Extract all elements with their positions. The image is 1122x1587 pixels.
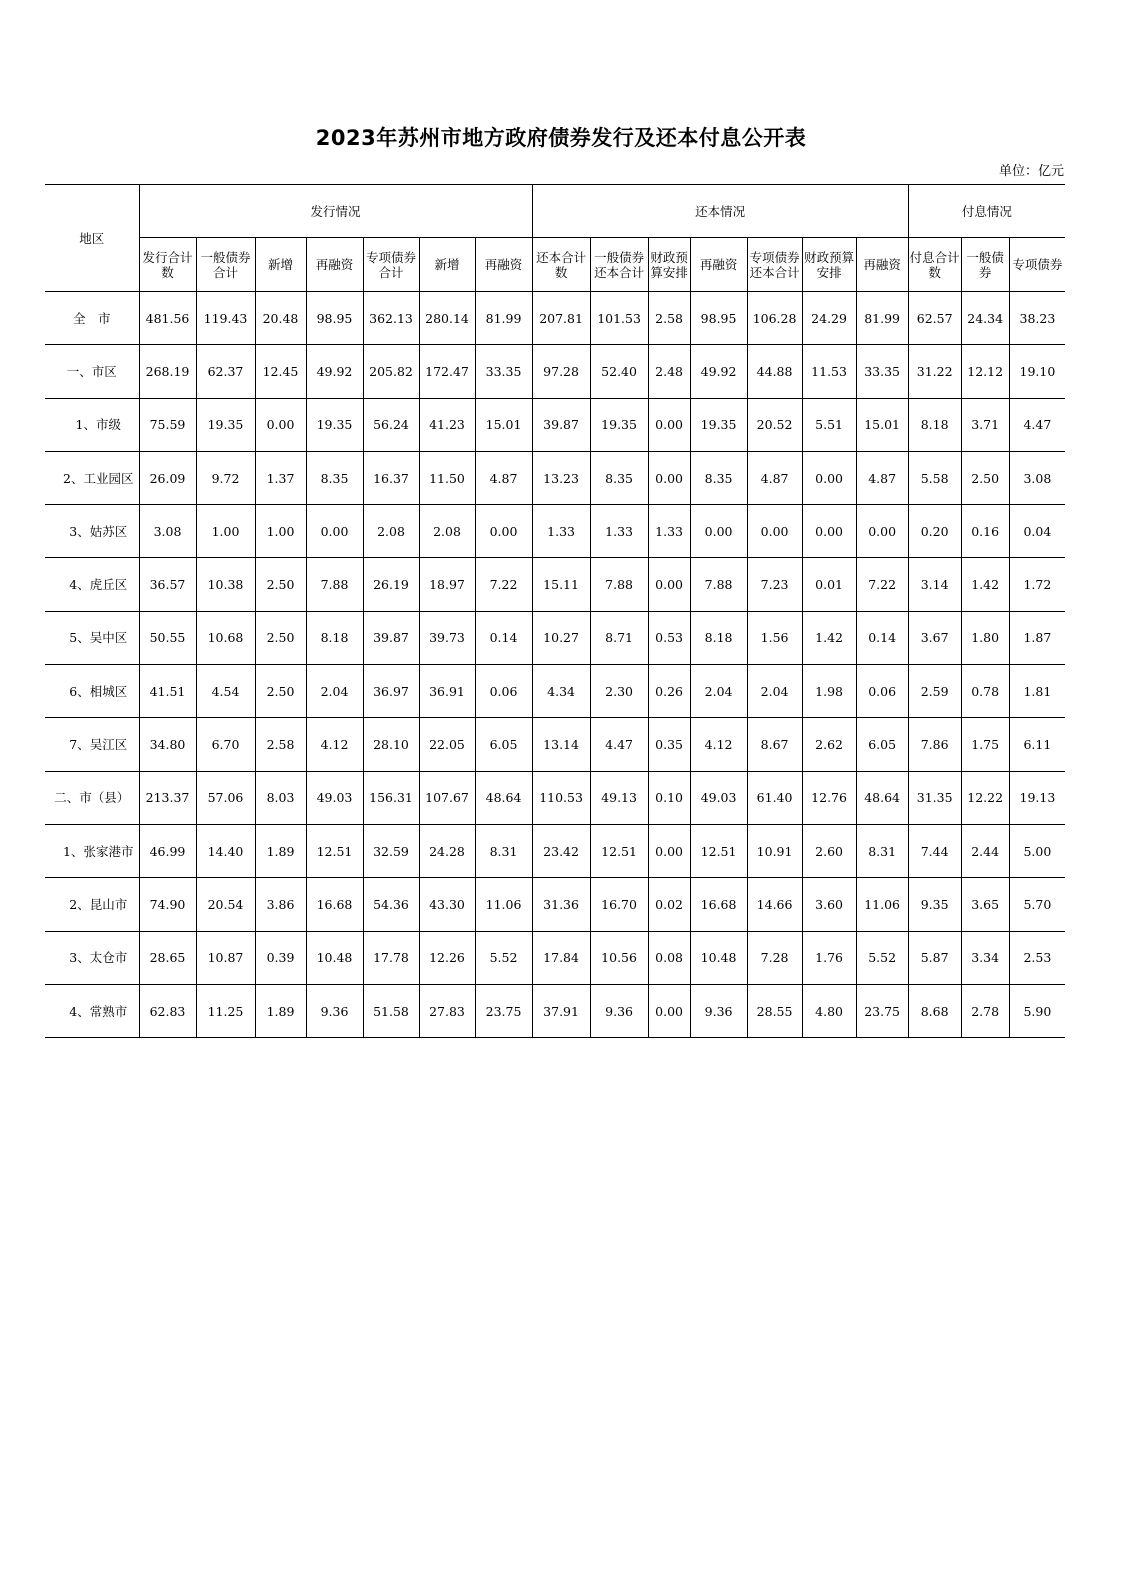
value-cell: 10.56 <box>590 931 648 984</box>
value-cell: 0.00 <box>747 505 802 558</box>
column-header: 发行合计数 <box>139 238 196 292</box>
value-cell: 8.35 <box>306 451 363 504</box>
table-row <box>45 718 1065 771</box>
value-cell: 4.12 <box>690 718 747 771</box>
value-cell: 0.00 <box>648 984 690 1037</box>
value-cell: 31.36 <box>532 878 590 931</box>
value-cell: 17.84 <box>532 931 590 984</box>
debt-table <box>45 184 1065 1038</box>
region-cell: 7、吴江区 <box>45 718 139 771</box>
value-cell: 33.35 <box>475 345 532 398</box>
value-cell: 81.99 <box>856 292 908 345</box>
region-cell: 3、太仓市 <box>45 931 139 984</box>
value-cell: 1.33 <box>532 505 590 558</box>
value-cell: 50.55 <box>139 611 196 664</box>
value-cell: 2.08 <box>363 505 419 558</box>
value-cell: 11.06 <box>856 878 908 931</box>
value-cell: 2.48 <box>648 345 690 398</box>
value-cell: 34.80 <box>139 718 196 771</box>
value-cell: 23.42 <box>532 824 590 877</box>
value-cell: 49.92 <box>306 345 363 398</box>
value-cell: 0.01 <box>802 558 856 611</box>
value-cell: 207.81 <box>532 292 590 345</box>
value-cell: 0.04 <box>1009 505 1065 558</box>
value-cell: 0.53 <box>648 611 690 664</box>
value-cell: 101.53 <box>590 292 648 345</box>
value-cell: 1.87 <box>1009 611 1065 664</box>
value-cell: 16.37 <box>363 451 419 504</box>
table-row <box>45 292 1065 345</box>
value-cell: 106.28 <box>747 292 802 345</box>
value-cell: 6.05 <box>856 718 908 771</box>
value-cell: 2.04 <box>306 665 363 718</box>
value-cell: 2.62 <box>802 718 856 771</box>
value-cell: 4.47 <box>1009 398 1065 451</box>
table-row <box>45 505 1065 558</box>
value-cell: 8.31 <box>856 824 908 877</box>
value-cell: 4.12 <box>306 718 363 771</box>
value-cell: 5.00 <box>1009 824 1065 877</box>
value-cell: 1.56 <box>747 611 802 664</box>
value-cell: 0.06 <box>475 665 532 718</box>
value-cell: 0.20 <box>908 505 961 558</box>
value-cell: 27.83 <box>419 984 475 1037</box>
value-cell: 24.29 <box>802 292 856 345</box>
header-row-groups <box>45 185 1065 238</box>
value-cell: 20.52 <box>747 398 802 451</box>
value-cell: 0.35 <box>648 718 690 771</box>
value-cell: 1.72 <box>1009 558 1065 611</box>
value-cell: 12.51 <box>590 824 648 877</box>
value-cell: 4.47 <box>590 718 648 771</box>
region-cell: 1、张家港市 <box>45 824 139 877</box>
value-cell: 1.76 <box>802 931 856 984</box>
value-cell: 3.14 <box>908 558 961 611</box>
value-cell: 43.30 <box>419 878 475 931</box>
header-group-repayment: 还本情况 <box>532 185 908 238</box>
value-cell: 2.44 <box>961 824 1009 877</box>
header-group-issuance: 发行情况 <box>139 185 532 238</box>
value-cell: 0.00 <box>648 824 690 877</box>
table-row <box>45 558 1065 611</box>
value-cell: 23.75 <box>856 984 908 1037</box>
value-cell: 280.14 <box>419 292 475 345</box>
value-cell: 19.35 <box>196 398 255 451</box>
value-cell: 2.60 <box>802 824 856 877</box>
unit-label: 单位：亿元 <box>998 164 1064 179</box>
value-cell: 1.98 <box>802 665 856 718</box>
value-cell: 8.03 <box>255 771 306 824</box>
column-header: 还本合计数 <box>532 238 590 292</box>
table-row <box>45 878 1065 931</box>
region-cell: 2、工业园区 <box>45 451 139 504</box>
value-cell: 18.97 <box>419 558 475 611</box>
value-cell: 2.53 <box>1009 931 1065 984</box>
value-cell: 0.26 <box>648 665 690 718</box>
value-cell: 38.23 <box>1009 292 1065 345</box>
value-cell: 31.35 <box>908 771 961 824</box>
value-cell: 16.70 <box>590 878 648 931</box>
value-cell: 3.71 <box>961 398 1009 451</box>
region-cell: 一、市区 <box>45 345 139 398</box>
value-cell: 0.00 <box>802 451 856 504</box>
value-cell: 49.03 <box>690 771 747 824</box>
value-cell: 16.68 <box>306 878 363 931</box>
value-cell: 7.22 <box>856 558 908 611</box>
value-cell: 0.00 <box>475 505 532 558</box>
value-cell: 1.42 <box>961 558 1009 611</box>
value-cell: 8.68 <box>908 984 961 1037</box>
column-header: 一般债券合计 <box>196 238 255 292</box>
value-cell: 107.67 <box>419 771 475 824</box>
value-cell: 41.51 <box>139 665 196 718</box>
value-cell: 0.14 <box>856 611 908 664</box>
value-cell: 62.57 <box>908 292 961 345</box>
value-cell: 4.54 <box>196 665 255 718</box>
value-cell: 10.48 <box>306 931 363 984</box>
table-row <box>45 611 1065 664</box>
value-cell: 2.50 <box>255 611 306 664</box>
value-cell: 19.35 <box>306 398 363 451</box>
value-cell: 13.14 <box>532 718 590 771</box>
value-cell: 12.22 <box>961 771 1009 824</box>
value-cell: 31.22 <box>908 345 961 398</box>
value-cell: 5.58 <box>908 451 961 504</box>
value-cell: 10.68 <box>196 611 255 664</box>
region-cell: 6、相城区 <box>45 665 139 718</box>
value-cell: 7.88 <box>690 558 747 611</box>
value-cell: 0.00 <box>648 398 690 451</box>
value-cell: 5.90 <box>1009 984 1065 1037</box>
value-cell: 10.27 <box>532 611 590 664</box>
value-cell: 156.31 <box>363 771 419 824</box>
value-cell: 7.44 <box>908 824 961 877</box>
value-cell: 5.87 <box>908 931 961 984</box>
value-cell: 1.75 <box>961 718 1009 771</box>
value-cell: 19.10 <box>1009 345 1065 398</box>
value-cell: 39.87 <box>363 611 419 664</box>
value-cell: 12.51 <box>690 824 747 877</box>
value-cell: 44.88 <box>747 345 802 398</box>
region-cell: 3、姑苏区 <box>45 505 139 558</box>
table-body <box>45 292 1065 1038</box>
column-header: 再融资 <box>856 238 908 292</box>
value-cell: 14.66 <box>747 878 802 931</box>
column-header: 再融资 <box>475 238 532 292</box>
value-cell: 2.50 <box>255 558 306 611</box>
value-cell: 24.34 <box>961 292 1009 345</box>
value-cell: 81.99 <box>475 292 532 345</box>
value-cell: 14.40 <box>196 824 255 877</box>
value-cell: 1.80 <box>961 611 1009 664</box>
value-cell: 362.13 <box>363 292 419 345</box>
value-cell: 8.35 <box>590 451 648 504</box>
value-cell: 28.55 <box>747 984 802 1037</box>
region-cell: 二、市（县） <box>45 771 139 824</box>
value-cell: 3.08 <box>139 505 196 558</box>
value-cell: 20.48 <box>255 292 306 345</box>
value-cell: 22.05 <box>419 718 475 771</box>
value-cell: 8.35 <box>690 451 747 504</box>
value-cell: 2.50 <box>961 451 1009 504</box>
value-cell: 8.31 <box>475 824 532 877</box>
value-cell: 7.28 <box>747 931 802 984</box>
value-cell: 2.04 <box>690 665 747 718</box>
value-cell: 36.91 <box>419 665 475 718</box>
value-cell: 17.78 <box>363 931 419 984</box>
column-header: 专项债券还本合计 <box>747 238 802 292</box>
value-cell: 205.82 <box>363 345 419 398</box>
table-row <box>45 665 1065 718</box>
value-cell: 110.53 <box>532 771 590 824</box>
value-cell: 3.60 <box>802 878 856 931</box>
value-cell: 213.37 <box>139 771 196 824</box>
value-cell: 0.00 <box>856 505 908 558</box>
value-cell: 11.25 <box>196 984 255 1037</box>
value-cell: 0.39 <box>255 931 306 984</box>
value-cell: 48.64 <box>856 771 908 824</box>
value-cell: 1.89 <box>255 984 306 1037</box>
value-cell: 1.42 <box>802 611 856 664</box>
column-header: 新增 <box>419 238 475 292</box>
value-cell: 52.40 <box>590 345 648 398</box>
value-cell: 1.00 <box>255 505 306 558</box>
column-header: 一般债券还本合计 <box>590 238 648 292</box>
value-cell: 8.71 <box>590 611 648 664</box>
value-cell: 7.88 <box>590 558 648 611</box>
value-cell: 0.78 <box>961 665 1009 718</box>
value-cell: 6.05 <box>475 718 532 771</box>
value-cell: 3.65 <box>961 878 1009 931</box>
value-cell: 49.03 <box>306 771 363 824</box>
value-cell: 54.36 <box>363 878 419 931</box>
value-cell: 46.99 <box>139 824 196 877</box>
value-cell: 0.00 <box>648 451 690 504</box>
value-cell: 13.23 <box>532 451 590 504</box>
value-cell: 7.88 <box>306 558 363 611</box>
value-cell: 0.10 <box>648 771 690 824</box>
value-cell: 8.18 <box>908 398 961 451</box>
value-cell: 2.78 <box>961 984 1009 1037</box>
value-cell: 8.67 <box>747 718 802 771</box>
value-cell: 33.35 <box>856 345 908 398</box>
value-cell: 7.23 <box>747 558 802 611</box>
value-cell: 26.09 <box>139 451 196 504</box>
value-cell: 56.24 <box>363 398 419 451</box>
column-header: 财政预算安排 <box>648 238 690 292</box>
value-cell: 12.26 <box>419 931 475 984</box>
value-cell: 12.76 <box>802 771 856 824</box>
column-header: 财政预算安排 <box>802 238 856 292</box>
region-cell: 5、吴中区 <box>45 611 139 664</box>
value-cell: 7.22 <box>475 558 532 611</box>
value-cell: 481.56 <box>139 292 196 345</box>
value-cell: 15.11 <box>532 558 590 611</box>
value-cell: 51.58 <box>363 984 419 1037</box>
value-cell: 75.59 <box>139 398 196 451</box>
value-cell: 0.00 <box>306 505 363 558</box>
header-row-columns <box>45 238 1065 292</box>
value-cell: 9.35 <box>908 878 961 931</box>
value-cell: 5.51 <box>802 398 856 451</box>
value-cell: 32.59 <box>363 824 419 877</box>
value-cell: 15.01 <box>475 398 532 451</box>
value-cell: 1.33 <box>648 505 690 558</box>
value-cell: 24.28 <box>419 824 475 877</box>
page-title: 2023年苏州市地方政府债券发行及还本付息公开表 <box>315 126 807 150</box>
value-cell: 9.72 <box>196 451 255 504</box>
table-row <box>45 345 1065 398</box>
value-cell: 62.37 <box>196 345 255 398</box>
value-cell: 57.06 <box>196 771 255 824</box>
value-cell: 119.43 <box>196 292 255 345</box>
value-cell: 12.45 <box>255 345 306 398</box>
column-header: 付息合计数 <box>908 238 961 292</box>
column-header: 再融资 <box>690 238 747 292</box>
value-cell: 0.02 <box>648 878 690 931</box>
table-row <box>45 771 1065 824</box>
value-cell: 49.92 <box>690 345 747 398</box>
value-cell: 0.00 <box>255 398 306 451</box>
value-cell: 19.35 <box>590 398 648 451</box>
column-header: 专项债券 <box>1009 238 1065 292</box>
region-cell: 4、常熟市 <box>45 984 139 1037</box>
table-row <box>45 931 1065 984</box>
value-cell: 0.00 <box>648 558 690 611</box>
value-cell: 39.73 <box>419 611 475 664</box>
value-cell: 98.95 <box>690 292 747 345</box>
value-cell: 12.12 <box>961 345 1009 398</box>
value-cell: 36.97 <box>363 665 419 718</box>
value-cell: 6.70 <box>196 718 255 771</box>
value-cell: 268.19 <box>139 345 196 398</box>
value-cell: 9.36 <box>306 984 363 1037</box>
value-cell: 4.87 <box>475 451 532 504</box>
region-cell: 全 市 <box>45 292 139 345</box>
value-cell: 11.06 <box>475 878 532 931</box>
value-cell: 4.87 <box>856 451 908 504</box>
value-cell: 0.00 <box>690 505 747 558</box>
table-row <box>45 824 1065 877</box>
table-row <box>45 984 1065 1037</box>
value-cell: 9.36 <box>590 984 648 1037</box>
column-header: 再融资 <box>306 238 363 292</box>
value-cell: 41.23 <box>419 398 475 451</box>
value-cell: 0.00 <box>802 505 856 558</box>
value-cell: 5.70 <box>1009 878 1065 931</box>
value-cell: 3.34 <box>961 931 1009 984</box>
value-cell: 7.86 <box>908 718 961 771</box>
column-header: 新增 <box>255 238 306 292</box>
value-cell: 8.18 <box>306 611 363 664</box>
value-cell: 97.28 <box>532 345 590 398</box>
value-cell: 10.87 <box>196 931 255 984</box>
value-cell: 74.90 <box>139 878 196 931</box>
value-cell: 4.87 <box>747 451 802 504</box>
value-cell: 12.51 <box>306 824 363 877</box>
value-cell: 20.54 <box>196 878 255 931</box>
value-cell: 8.18 <box>690 611 747 664</box>
value-cell: 28.65 <box>139 931 196 984</box>
value-cell: 10.38 <box>196 558 255 611</box>
value-cell: 1.00 <box>196 505 255 558</box>
value-cell: 3.08 <box>1009 451 1065 504</box>
value-cell: 2.50 <box>255 665 306 718</box>
value-cell: 172.47 <box>419 345 475 398</box>
value-cell: 1.89 <box>255 824 306 877</box>
value-cell: 19.35 <box>690 398 747 451</box>
value-cell: 36.57 <box>139 558 196 611</box>
value-cell: 48.64 <box>475 771 532 824</box>
value-cell: 26.19 <box>363 558 419 611</box>
value-cell: 1.81 <box>1009 665 1065 718</box>
value-cell: 2.30 <box>590 665 648 718</box>
table-row <box>45 451 1065 504</box>
value-cell: 1.33 <box>590 505 648 558</box>
value-cell: 37.91 <box>532 984 590 1037</box>
value-cell: 5.52 <box>475 931 532 984</box>
column-header: 专项债券合计 <box>363 238 419 292</box>
value-cell: 11.53 <box>802 345 856 398</box>
table-row <box>45 398 1065 451</box>
header-region: 地区 <box>45 185 139 292</box>
value-cell: 3.67 <box>908 611 961 664</box>
region-cell: 1、市级 <box>45 398 139 451</box>
value-cell: 10.91 <box>747 824 802 877</box>
value-cell: 5.52 <box>856 931 908 984</box>
value-cell: 2.58 <box>255 718 306 771</box>
value-cell: 15.01 <box>856 398 908 451</box>
value-cell: 2.04 <box>747 665 802 718</box>
value-cell: 0.14 <box>475 611 532 664</box>
value-cell: 98.95 <box>306 292 363 345</box>
value-cell: 2.08 <box>419 505 475 558</box>
value-cell: 4.80 <box>802 984 856 1037</box>
value-cell: 23.75 <box>475 984 532 1037</box>
value-cell: 9.36 <box>690 984 747 1037</box>
value-cell: 0.16 <box>961 505 1009 558</box>
column-header: 一般债券 <box>961 238 1009 292</box>
value-cell: 39.87 <box>532 398 590 451</box>
value-cell: 28.10 <box>363 718 419 771</box>
value-cell: 62.83 <box>139 984 196 1037</box>
region-cell: 2、昆山市 <box>45 878 139 931</box>
value-cell: 61.40 <box>747 771 802 824</box>
value-cell: 4.34 <box>532 665 590 718</box>
value-cell: 0.06 <box>856 665 908 718</box>
value-cell: 19.13 <box>1009 771 1065 824</box>
value-cell: 6.11 <box>1009 718 1065 771</box>
value-cell: 16.68 <box>690 878 747 931</box>
value-cell: 11.50 <box>419 451 475 504</box>
value-cell: 3.86 <box>255 878 306 931</box>
value-cell: 10.48 <box>690 931 747 984</box>
value-cell: 49.13 <box>590 771 648 824</box>
region-cell: 4、虎丘区 <box>45 558 139 611</box>
value-cell: 2.59 <box>908 665 961 718</box>
header-group-interest: 付息情况 <box>908 185 1065 238</box>
value-cell: 0.08 <box>648 931 690 984</box>
value-cell: 1.37 <box>255 451 306 504</box>
value-cell: 2.58 <box>648 292 690 345</box>
